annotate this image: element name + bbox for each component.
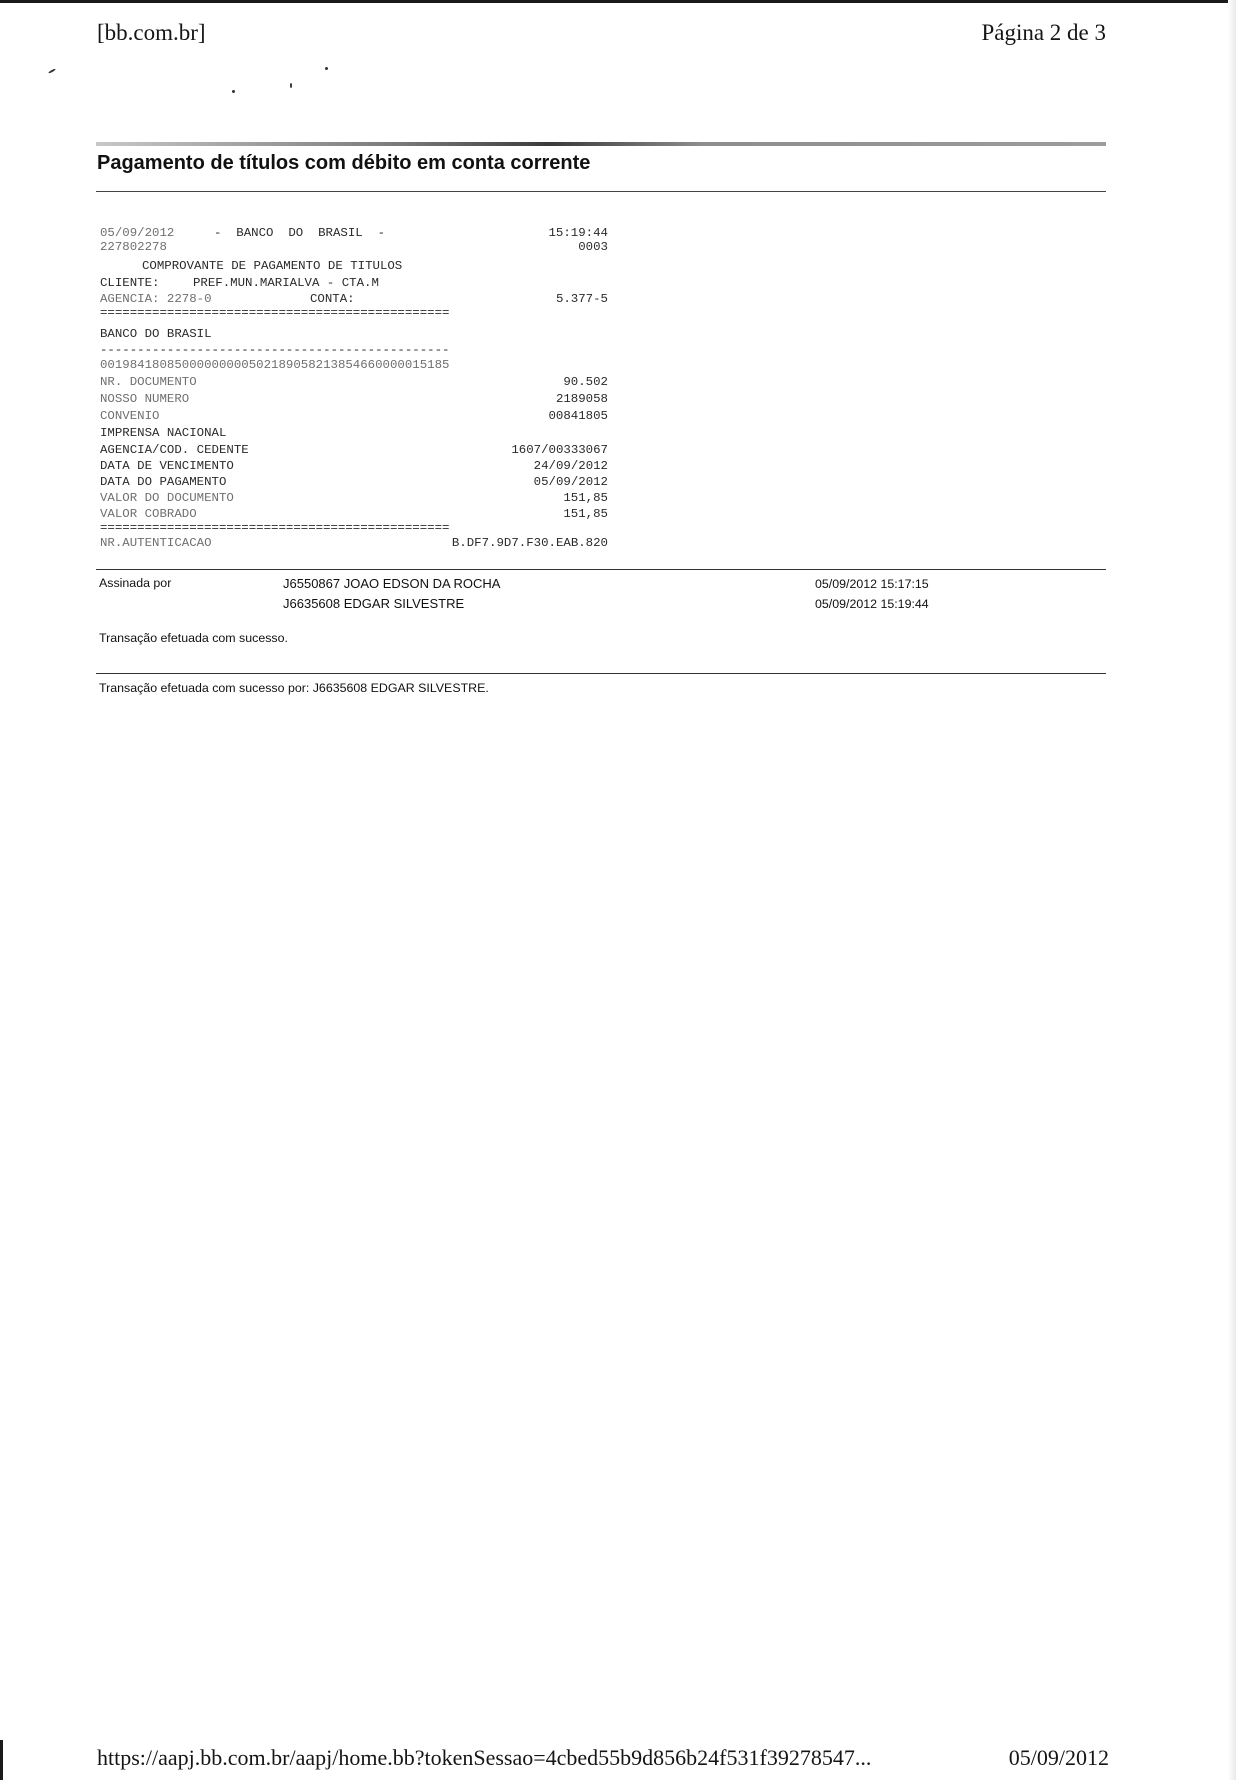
receipt-field-value: 24/09/2012: [533, 459, 608, 473]
receipt-separator: ===============================================: [100, 306, 450, 320]
scan-edge-right: [1228, 0, 1236, 1780]
scan-speck: [325, 67, 328, 70]
receipt-id: 227802278: [100, 240, 167, 254]
receipt-field-value: 2189058: [555, 392, 608, 406]
receipt-seq: 0003: [578, 240, 608, 254]
receipt-field-label: VALOR DO DOCUMENTO: [100, 491, 234, 505]
receipt-field-value: 151,85: [563, 491, 608, 505]
receipt-field-value: 05/09/2012: [533, 475, 608, 489]
receipt-field-label: NR. DOCUMENTO: [100, 375, 197, 389]
receipt-date: 05/09/2012: [100, 226, 175, 240]
footer-url: https://aapj.bb.com.br/aapj/home.bb?tokenSessao=4cbed55b9d856b24f531f39278547...: [97, 1745, 872, 1770]
receipt-client-label: CLIENTE:: [100, 276, 160, 290]
receipt-field-label: NOSSO NUMERO: [100, 392, 190, 406]
scan-speck: [48, 68, 56, 74]
footer-date: 05/09/2012: [1008, 1745, 1109, 1770]
receipt-account-label: CONTA:: [310, 292, 355, 306]
receipt-bank-name: BANCO DO BRASIL: [100, 327, 212, 341]
page-title: Pagamento de títulos com débito em conta corrente: [97, 152, 591, 174]
signer-datetime: 05/09/2012 15:19:44: [815, 597, 929, 611]
signer-name: J6550867 JOAO EDSON DA ROCHA: [283, 576, 501, 591]
signer-datetime: 05/09/2012 15:17:15: [815, 577, 929, 591]
page-header-site: [bb.com.br]: [97, 20, 206, 45]
success-by-message: Transação efetuada com sucesso por: J6635608 EDGAR SILVESTRE.: [99, 681, 489, 695]
receipt-auth-value: B.DF7.9D7.F30.EAB.820: [451, 536, 608, 550]
signed-by-label: Assinada por: [99, 576, 172, 590]
receipt-separator: -----------------------------------------------: [100, 343, 450, 357]
title-divider: [96, 191, 1106, 192]
receipt-heading: COMPROVANTE DE PAGAMENTO DE TITULOS: [142, 259, 403, 273]
receipt-field-value: 1607/00333067: [511, 443, 608, 457]
message-divider: [96, 673, 1106, 674]
receipt-barcode: 00198418085000000000502189058213854660000015185: [100, 358, 450, 372]
receipt-field-label: DATA DO PAGAMENTO: [100, 475, 227, 489]
scan-edge-top: [0, 0, 1236, 3]
signer-name: J6635608 EDGAR SILVESTRE: [283, 596, 465, 611]
receipt-field-label: VALOR COBRADO: [100, 507, 197, 521]
scan-edge-left: [0, 1740, 3, 1780]
receipt-bank-header: - BANCO DO BRASIL -: [214, 226, 386, 240]
scan-speck: [232, 90, 235, 93]
receipt-field-value: 90.502: [563, 375, 608, 389]
receipt-field-label: IMPRENSA NACIONAL: [100, 426, 227, 440]
receipt-field-label: DATA DE VENCIMENTO: [100, 459, 234, 473]
receipt-auth-label: NR.AUTENTICACAO: [100, 536, 212, 550]
scan-speck: [290, 83, 292, 88]
receipt-agency: AGENCIA: 2278-0: [100, 292, 212, 306]
signature-times: [815, 575, 929, 615]
receipt-field-label: AGENCIA/COD. CEDENTE: [100, 443, 249, 457]
title-decorative-bar: [96, 142, 1106, 146]
receipt-account: 5.377-5: [555, 292, 608, 306]
receipt-field-value: 00841805: [548, 409, 608, 423]
signature-divider: [96, 569, 1106, 570]
receipt-time: 15:19:44: [548, 226, 608, 240]
receipt-field-value: 151,85: [563, 507, 608, 521]
receipt-client: PREF.MUN.MARIALVA - CTA.M: [193, 276, 379, 290]
receipt-separator: ===============================================: [100, 521, 450, 535]
receipt-field-label: CONVENIO: [100, 409, 160, 423]
page-header-page-number: Página 2 de 3: [981, 20, 1106, 45]
success-message: Transação efetuada com sucesso.: [99, 631, 288, 645]
signers-list: [283, 575, 500, 615]
